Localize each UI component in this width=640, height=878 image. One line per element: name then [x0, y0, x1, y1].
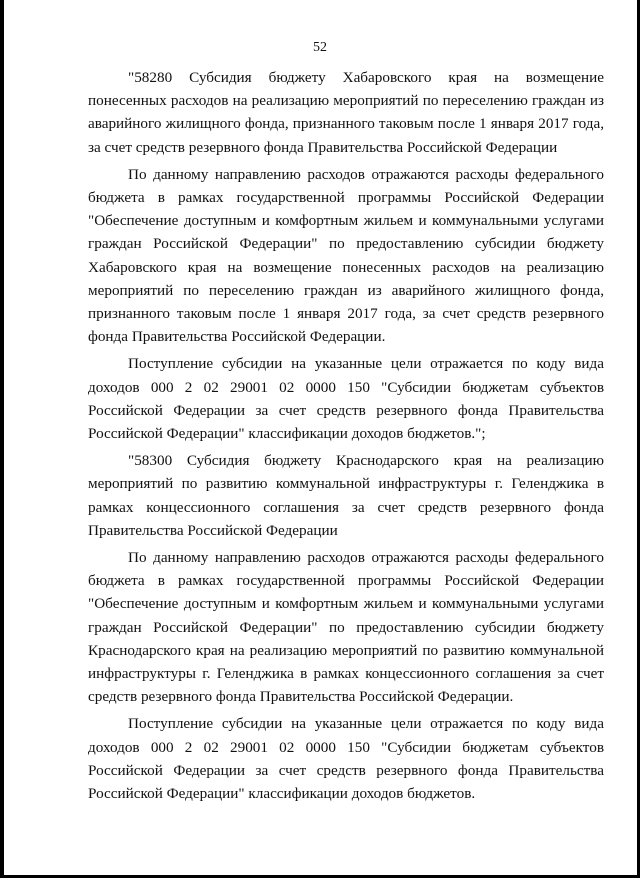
paragraph-58300-description: По данному направлению расходов отражаются расходы федерального бюджета в рамках государственной программы Российской Федерации "Обеспечение доступным и комфортным жильем и коммунальными услугами граждан Российской Федерации" по предоставлению субсидии бюджету Краснодарского края на реализацию мероприятий по развитию коммунальной инфраструктуры г. Геленджика в рамках концессионного соглашения за счет средств резервного фонда Правительства Российской Федерации. [88, 549, 604, 706]
document-body [88, 66, 604, 809]
paragraph-58300-income-code: Поступление субсидии на указанные цели отражается по коду вида доходов 000 2 02 29001 02 0000 150 "Субсидии бюджетам субъектов Российской Федерации за счет средств резервного фонда Правительства Российской Федерации" классификации доходов бюджетов. [88, 715, 604, 803]
paragraph-58280-income-code: Поступление субсидии на указанные цели отражается по коду вида доходов 000 2 02 29001 02 0000 150 "Субсидии бюджетам субъектов Российской Федерации за счет средств резервного фонда Правительства Российской Федерации" классификации доходов бюджетов."; [88, 355, 604, 443]
paragraph-58280-heading: "58280 Субсидия бюджету Хабаровского края на возмещение понесенных расходов на реализацию мероприятий по переселению граждан из аварийного жилищного фонда, признанного таковым после 1 января 2017 года, за счет средств резервного фонда Правительства Российской Федерации [88, 69, 604, 156]
page-number: 52 [313, 40, 327, 55]
paragraph-58280-description: По данному направлению расходов отражаются расходы федерального бюджета в рамках государственной программы Российской Федерации "Обеспечение доступным и комфортным жильем и коммунальными услугами граждан Российской Федерации" по предоставлению субсидии бюджету Хабаровского края на возмещение понесенных расходов на реализацию мероприятий по переселению граждан из аварийного жилищного фонда, признанного таковым после 1 января 2017 года, за счет средств резервного фонда Правительства Российской Федерации. [88, 165, 604, 346]
paragraph-58300-heading: "58300 Субсидия бюджету Краснодарского края на реализацию мероприятий по развитию коммунальной инфраструктуры г. Геленджика в рамках концессионного соглашения за счет средств резервного фонда Правительства Российской Федерации [88, 452, 604, 539]
